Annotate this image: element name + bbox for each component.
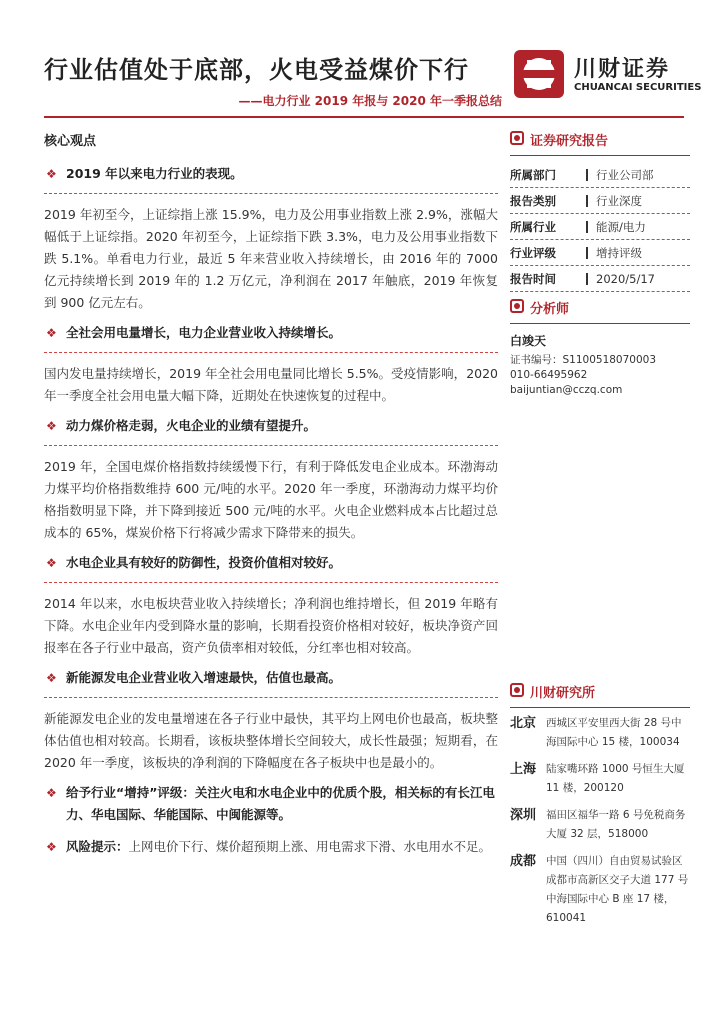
office-entry [510, 806, 690, 844]
analyst-heading [510, 298, 690, 324]
info-value: 增持评级 [596, 245, 642, 260]
key-point [44, 163, 498, 194]
report-info-heading-text: 证券研究报告 [530, 134, 609, 149]
key-point [44, 415, 498, 446]
key-point-text: 2019 年以来电力行业的表现。 [66, 166, 243, 181]
office-city: 上海 [510, 762, 537, 777]
key-point [44, 552, 498, 583]
paragraph: 新能源发电企业的发电量增速在各子行业中最快，其平均上网电价也最高，板块整体估值也相对较高。长期看，该板块整体增长空间较大，成长性最强；短期看，在 2020 年一季度，该板块的净利润的下降幅度在各子板块中也是最小的。 [44, 711, 498, 770]
info-key: 报告时间 [510, 271, 556, 286]
paragraph: 2014 年以来，水电板块营业收入持续增长；净利润也维持增长，但 2019 年略有下降。水电企业年内受到降水量的影响，长期看投资价格相对较好，板块净资产回报率在各子行业中最高，资产负债率相对较低，分红率也相对较高。 [44, 596, 498, 655]
info-separator [586, 195, 588, 207]
report-info-heading [510, 130, 690, 156]
info-value: 行业公司部 [596, 167, 654, 182]
info-row [510, 214, 690, 240]
office-entry [510, 714, 690, 752]
office-address: 中国（四川）自由贸易试验区成都市高新区交子大道 177 号中海国际中心 B 座 17 楼，610041 [546, 855, 689, 924]
diamond-bullet-icon: ❖ [46, 167, 57, 181]
paragraph: 2019 年，全国电煤价格指数持续缓慢下行，有利于降低发电企业成本。环渤海动力煤平均价格指数维持 600 元/吨的水平。2020 年一季度，环渤海动力煤平均价格指数明显下降，并下降到接近 500 元/吨的水平。火电企业燃料成本占比超过总成本的 65%，煤炭价格下行将减少需求下降带来的损失。 [44, 459, 498, 540]
info-row [510, 240, 690, 266]
office-address: 福田区福华一路 6 号免税商务大厦 32 层，518000 [546, 809, 686, 840]
company-logo [508, 44, 702, 104]
analyst-icon [510, 299, 524, 313]
office-entry [510, 760, 690, 798]
info-key: 行业评级 [510, 245, 556, 260]
key-point-text: 新能源发电企业营业收入增速最快，估值也最高。 [66, 670, 342, 685]
diamond-bullet-icon: ❖ [46, 556, 57, 570]
office-address: 陆家嘴环路 1000 号恒生大厦 11 楼，200120 [546, 763, 685, 794]
institute-heading-text: 川财研究所 [530, 686, 596, 701]
main-column [44, 130, 498, 858]
key-point [44, 667, 498, 698]
analyst-heading-text: 分析师 [530, 302, 570, 317]
diamond-bullet-icon: ❖ [46, 840, 57, 854]
info-key: 报告类别 [510, 193, 556, 208]
diamond-bullet-icon: ❖ [46, 786, 57, 800]
key-point [44, 322, 498, 353]
logo-text-cn: 川财证券 [574, 57, 671, 82]
analyst-name: 白竣天 [510, 334, 547, 348]
info-value: 行业深度 [596, 193, 642, 208]
rating-recommendation [44, 782, 498, 826]
office-address: 西城区平安里西大街 28 号中海国际中心 15 楼，100034 [546, 717, 682, 748]
institute-heading [510, 682, 690, 708]
paragraph: 国内发电量持续增长，2019 年全社会用电量同比增长 5.5%。受疫情影响，2020 年一季度全社会用电量大幅下降，近期处在快速恢复的过程中。 [44, 366, 498, 403]
logo-text-en: CHUANCAI SECURITIES [574, 82, 702, 93]
office-city: 北京 [510, 716, 537, 731]
report-icon [510, 131, 524, 145]
info-value: 能源/电力 [596, 219, 646, 234]
info-value: 2020/5/17 [596, 271, 655, 286]
office-city: 成都 [510, 854, 537, 869]
info-row [510, 266, 690, 292]
institute-icon [510, 683, 524, 697]
office-entry [510, 852, 690, 928]
key-point-text: 水电企业具有较好的防御性，投资价值相对较好。 [66, 555, 342, 570]
risk-label: 风险提示： [66, 839, 129, 854]
core-view-title: 核心观点 [44, 134, 97, 149]
risk-warning [44, 836, 498, 858]
diamond-bullet-icon: ❖ [46, 419, 57, 433]
analyst-phone: 010-66495962 [510, 369, 588, 381]
risk-text: 上网电价下行、煤价超预期上涨、用电需求下滑、水电用水不足。 [128, 839, 492, 854]
key-point-text: 动力煤价格走弱，火电企业的业绩有望提升。 [66, 418, 317, 433]
key-point-text: 全社会用电量增长，电力企业营业收入持续增长。 [66, 325, 342, 340]
info-separator [586, 247, 588, 259]
report-subtitle: ——电力行业 2019 年报与 2020 年一季报总结 [238, 94, 502, 108]
diamond-bullet-icon: ❖ [46, 671, 57, 685]
analyst-email[interactable]: baijuntian@cczq.com [510, 384, 623, 396]
analyst-panel [510, 298, 690, 398]
report-title: 行业估值处于底部，火电受益煤价下行 [44, 56, 469, 84]
info-separator [586, 169, 588, 181]
analyst-cert: 证书编号：S1100518070003 [510, 354, 657, 366]
paragraph: 2019 年初至今，上证综指上涨 15.9%，电力及公用事业指数上涨 2.9%，涨幅大幅低于上证综指。2020 年初至今，上证综指下跌 3.3%，电力及公用事业指数下跌 5.1%。单看电力行业，最近 5 年来营业收入持续增长，由 2016 年的 7000 亿元持续增长到 2019 年的 1.2 万亿元，净利润在 2017 年触底，2019 年恢复到 900 亿元左右。 [44, 207, 498, 310]
info-separator [586, 221, 588, 233]
report-header [44, 44, 702, 114]
institute-panel [510, 682, 690, 936]
office-city: 深圳 [510, 808, 537, 823]
recommendation-text: 给予行业“增持”评级：关注火电和水电企业中的优质个股，相关标的有长江电力、华电国际、华能国际、中闽能源等。 [66, 785, 495, 822]
info-key: 所属部门 [510, 167, 556, 182]
info-row [510, 188, 690, 214]
report-info-panel [510, 130, 690, 292]
info-separator [586, 273, 588, 285]
header-divider [44, 116, 684, 118]
diamond-bullet-icon: ❖ [46, 326, 57, 340]
info-key: 所属行业 [510, 219, 556, 234]
chuancai-logo-icon [514, 50, 564, 98]
info-row [510, 162, 690, 188]
